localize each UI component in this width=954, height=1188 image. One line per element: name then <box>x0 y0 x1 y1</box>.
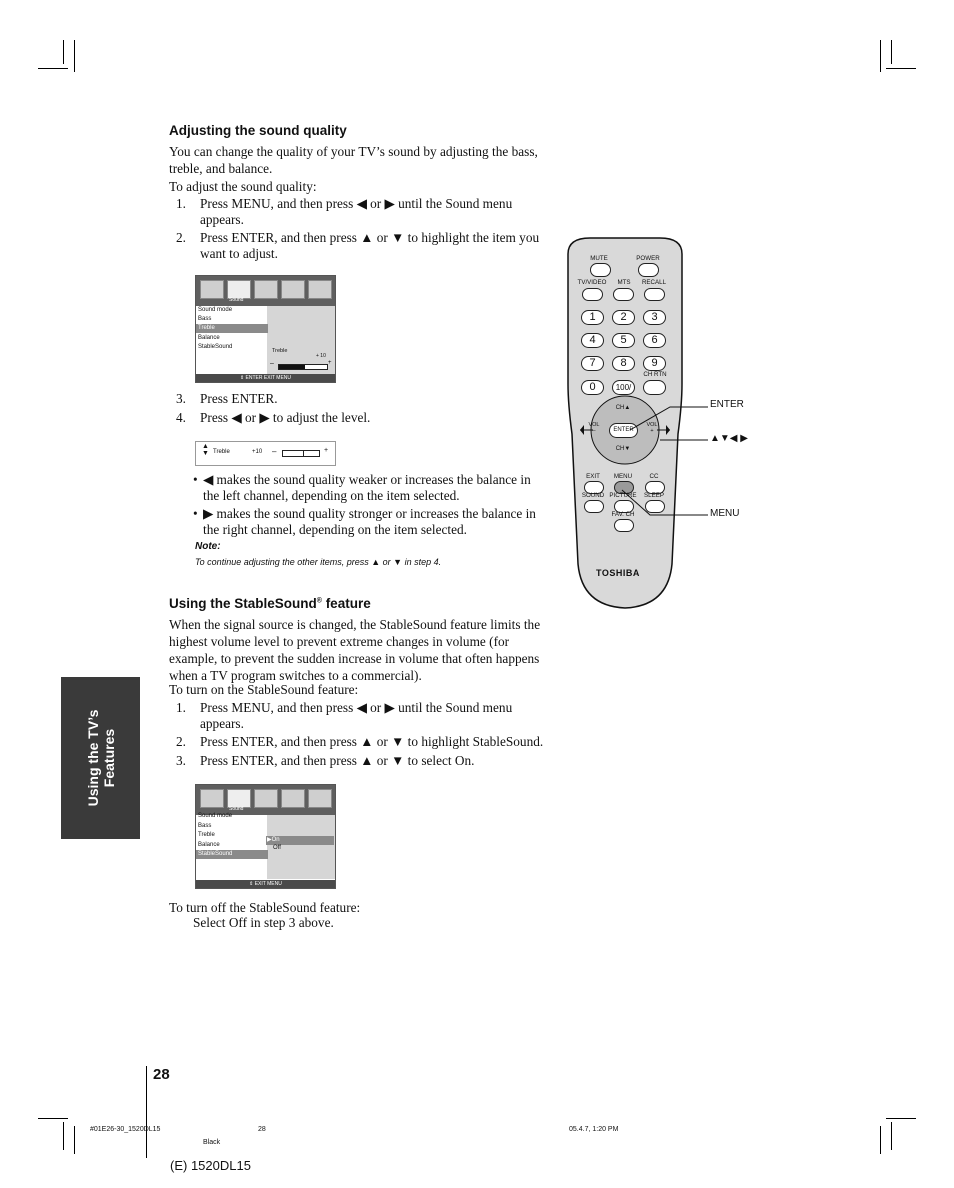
registered-mark: ® <box>316 597 322 605</box>
cc-label: CC <box>649 473 659 480</box>
crop-mark <box>886 68 916 69</box>
slug-color: Black <box>203 1139 221 1146</box>
brand-logo: TOSHIBA <box>596 568 640 578</box>
bullet-right: • ▶ makes the sound quality stronger or increases the balance in the right channel, depending on the item selected. <box>193 506 538 538</box>
picture-icon <box>200 789 224 808</box>
bar-track <box>282 450 320 457</box>
slug-file: #01E26-30_1520DL15 <box>90 1126 161 1133</box>
menu-item: Sound mode <box>198 307 233 313</box>
tv-video-button[interactable] <box>582 288 603 301</box>
menu-item: Balance <box>198 842 220 848</box>
crop-mark <box>74 40 75 72</box>
note-text: To continue adjusting the other items, press ▲ or ▼ in step 4. <box>195 557 442 567</box>
number-8-button[interactable]: 8 <box>612 356 635 371</box>
number-9-button[interactable]: 9 <box>643 356 666 371</box>
menu-item: StableSound <box>198 344 233 350</box>
mts-button[interactable] <box>613 288 634 301</box>
enter-callout: ENTER <box>710 399 744 410</box>
menu-item: Bass <box>198 823 212 829</box>
menu-label: MENU <box>613 473 633 480</box>
callout-lines <box>600 395 710 520</box>
arrows-callout: ▲▼◀ ▶ <box>710 433 748 444</box>
tab-label: Sound <box>229 806 244 812</box>
note-label: Note: <box>195 541 221 552</box>
exit-label: EXIT <box>586 473 600 480</box>
vol-up-button[interactable]: VOL + <box>646 422 658 434</box>
crop-mark <box>886 1118 916 1119</box>
off-text: Select Off in step 3 above. <box>193 915 334 930</box>
menu-item-highlighted: StableSound <box>196 850 268 859</box>
heading-text: Using the StableSound <box>169 596 317 611</box>
intro-paragraph: You can change the quality of your TV’s sound by adjusting the bass, treble, and balance. <box>169 144 538 176</box>
crop-mark <box>880 1126 881 1154</box>
slug-page: 28 <box>258 1126 266 1133</box>
crop-mark <box>38 68 68 69</box>
bullet-text: ◀ makes the sound quality weaker or increases the balance in the left channel, depending on the item selected. <box>203 472 531 503</box>
stablesound-menu-screen <box>195 784 336 889</box>
lock-icon <box>308 789 332 808</box>
step-text: Press MENU, and then press ◀ or ▶ until the Sound menu appears. <box>200 196 513 227</box>
tab-label: Sound <box>229 297 244 303</box>
menu-icon-bar <box>196 276 335 306</box>
step-text: Press ENTER. <box>200 391 278 406</box>
setup-icon <box>254 280 278 299</box>
recall-label: RECALL <box>641 279 667 286</box>
section-heading-stablesound <box>169 596 371 611</box>
menu-item: Sound mode <box>198 813 233 819</box>
number-0-button[interactable]: 0 <box>581 380 604 395</box>
model-number: (E) 1520DL15 <box>170 1158 251 1173</box>
mute-label: MUTE <box>590 255 608 262</box>
menu-footer: ⇕ ENTER EXIT MENU <box>196 374 335 382</box>
fav-ch-label: FAV. CH <box>611 511 635 518</box>
number-1-button[interactable]: 1 <box>581 310 604 325</box>
page-number: 28 <box>153 1066 170 1083</box>
step-number: 1. <box>176 196 186 211</box>
option-icon <box>281 280 305 299</box>
crop-mark <box>63 1122 64 1150</box>
menu-item: Treble <box>198 832 215 838</box>
bar-value: +10 <box>252 449 263 455</box>
menu-item-highlighted: Treble <box>196 324 268 333</box>
enter-button[interactable]: ENTER <box>609 423 638 438</box>
side-tab-line1: Using the TV’s <box>84 709 101 807</box>
heading-tail: feature <box>321 596 371 611</box>
mute-button[interactable] <box>590 263 611 277</box>
vol-down-button[interactable]: VOL – <box>588 422 600 434</box>
crop-mark <box>880 40 881 72</box>
side-tab-label <box>85 710 117 807</box>
slider-fill <box>279 365 305 369</box>
number-6-button[interactable]: 6 <box>643 333 666 348</box>
sleep-label: SLEEP <box>644 492 664 499</box>
crop-mark <box>891 40 892 64</box>
bar-minus: – <box>272 447 277 456</box>
option-on: On <box>271 837 280 843</box>
step-text: Press MENU, and then press ◀ or ▶ until the Sound menu appears. <box>200 700 513 731</box>
ch-down-button[interactable]: CH▼ <box>615 446 631 452</box>
bullet-text: ▶ makes the sound quality stronger or increases the balance in the right channel, depending on the item selected. <box>203 506 536 537</box>
slider-label: Treble <box>272 348 288 354</box>
step-number: 4. <box>176 410 186 425</box>
option-off: Off <box>273 845 281 851</box>
step-number: 1. <box>176 700 186 715</box>
slider-minus: – <box>270 360 274 367</box>
step-number: 3. <box>176 391 186 406</box>
ch-rtn-button[interactable] <box>643 380 666 395</box>
sound-menu-screen <box>195 275 336 383</box>
crop-mark <box>38 1118 68 1119</box>
number-3-button[interactable]: 3 <box>643 310 666 325</box>
bar-label: Treble <box>213 449 230 455</box>
power-label: POWER <box>636 255 660 262</box>
updown-icon: ▲ ▼ <box>202 443 209 457</box>
lock-icon <box>308 280 332 299</box>
option-icon <box>281 789 305 808</box>
ch-rtn-label: CH RTN <box>643 371 667 378</box>
menu-callout: MENU <box>710 508 740 519</box>
crop-mark <box>63 40 64 64</box>
fav-ch-button[interactable] <box>614 519 634 532</box>
step-text: Press ◀ or ▶ to adjust the level. <box>200 410 371 425</box>
recall-button[interactable] <box>644 288 665 301</box>
number-100-button[interactable]: 100/ <box>612 380 635 395</box>
bar-plus: + <box>324 447 329 454</box>
side-tab-line2: Features <box>100 728 117 788</box>
setup-icon <box>254 789 278 808</box>
slider-value: + 10 <box>316 353 326 359</box>
number-7-button[interactable]: 7 <box>581 356 604 371</box>
bar-fill <box>283 451 304 456</box>
step-text: Press ENTER, and then press ▲ or ▼ to highlight the item you want to adjust. <box>200 230 540 261</box>
stablesound-intro: When the signal source is changed, the StableSound feature limits the highest volume level to prevent extreme changes in volume (for example, to prevent the sudden increase in volume that often happens when a TV program switches to a commercial). <box>169 617 541 683</box>
menu-footer: ⇕ EXIT MENU <box>196 880 335 888</box>
step-text: Press ENTER, and then press ▲ or ▼ to highlight StableSound. <box>200 734 544 749</box>
menu-item: Balance <box>198 335 220 341</box>
crop-mark <box>891 1122 892 1150</box>
menu-item: Bass <box>198 316 212 322</box>
section-heading-sound-quality: Adjusting the sound quality <box>169 123 347 138</box>
power-button[interactable] <box>638 263 659 277</box>
option-on-highlighted: ▶On <box>266 836 334 845</box>
step-number: 3. <box>176 753 186 768</box>
number-2-button[interactable]: 2 <box>612 310 635 325</box>
number-4-button[interactable]: 4 <box>581 333 604 348</box>
step-number: 2. <box>176 734 186 749</box>
treble-adjust-bar <box>195 441 336 466</box>
off-lead: To turn off the StableSound feature: <box>169 900 361 915</box>
picture-label: PICTURE <box>609 492 637 499</box>
step-number: 2. <box>176 230 186 245</box>
step-text: Press ENTER, and then press ▲ or ▼ to select On. <box>200 753 475 768</box>
stablesound-lead: To turn on the StableSound feature: <box>169 682 359 697</box>
chapter-side-tab <box>61 677 140 839</box>
tv-video-label: TV/VIDEO <box>577 279 607 286</box>
lead-text: To adjust the sound quality: <box>169 179 317 194</box>
ch-up-button[interactable]: CH▲ <box>615 405 631 411</box>
picture-icon <box>200 280 224 299</box>
mts-label: MTS <box>617 279 631 286</box>
slider-track <box>278 364 328 370</box>
crop-mark <box>74 1126 75 1154</box>
sound-label: SOUND <box>581 492 605 499</box>
menu-icon-bar <box>196 785 335 815</box>
number-5-button[interactable]: 5 <box>612 333 635 348</box>
slider-plus: + <box>328 360 332 366</box>
slug-date: 05.4.7, 1:20 PM <box>569 1126 619 1133</box>
bullet-left: • ◀ makes the sound quality weaker or increases the balance in the left channel, depending on the item selected. <box>193 472 538 504</box>
page-rule <box>146 1066 147 1158</box>
